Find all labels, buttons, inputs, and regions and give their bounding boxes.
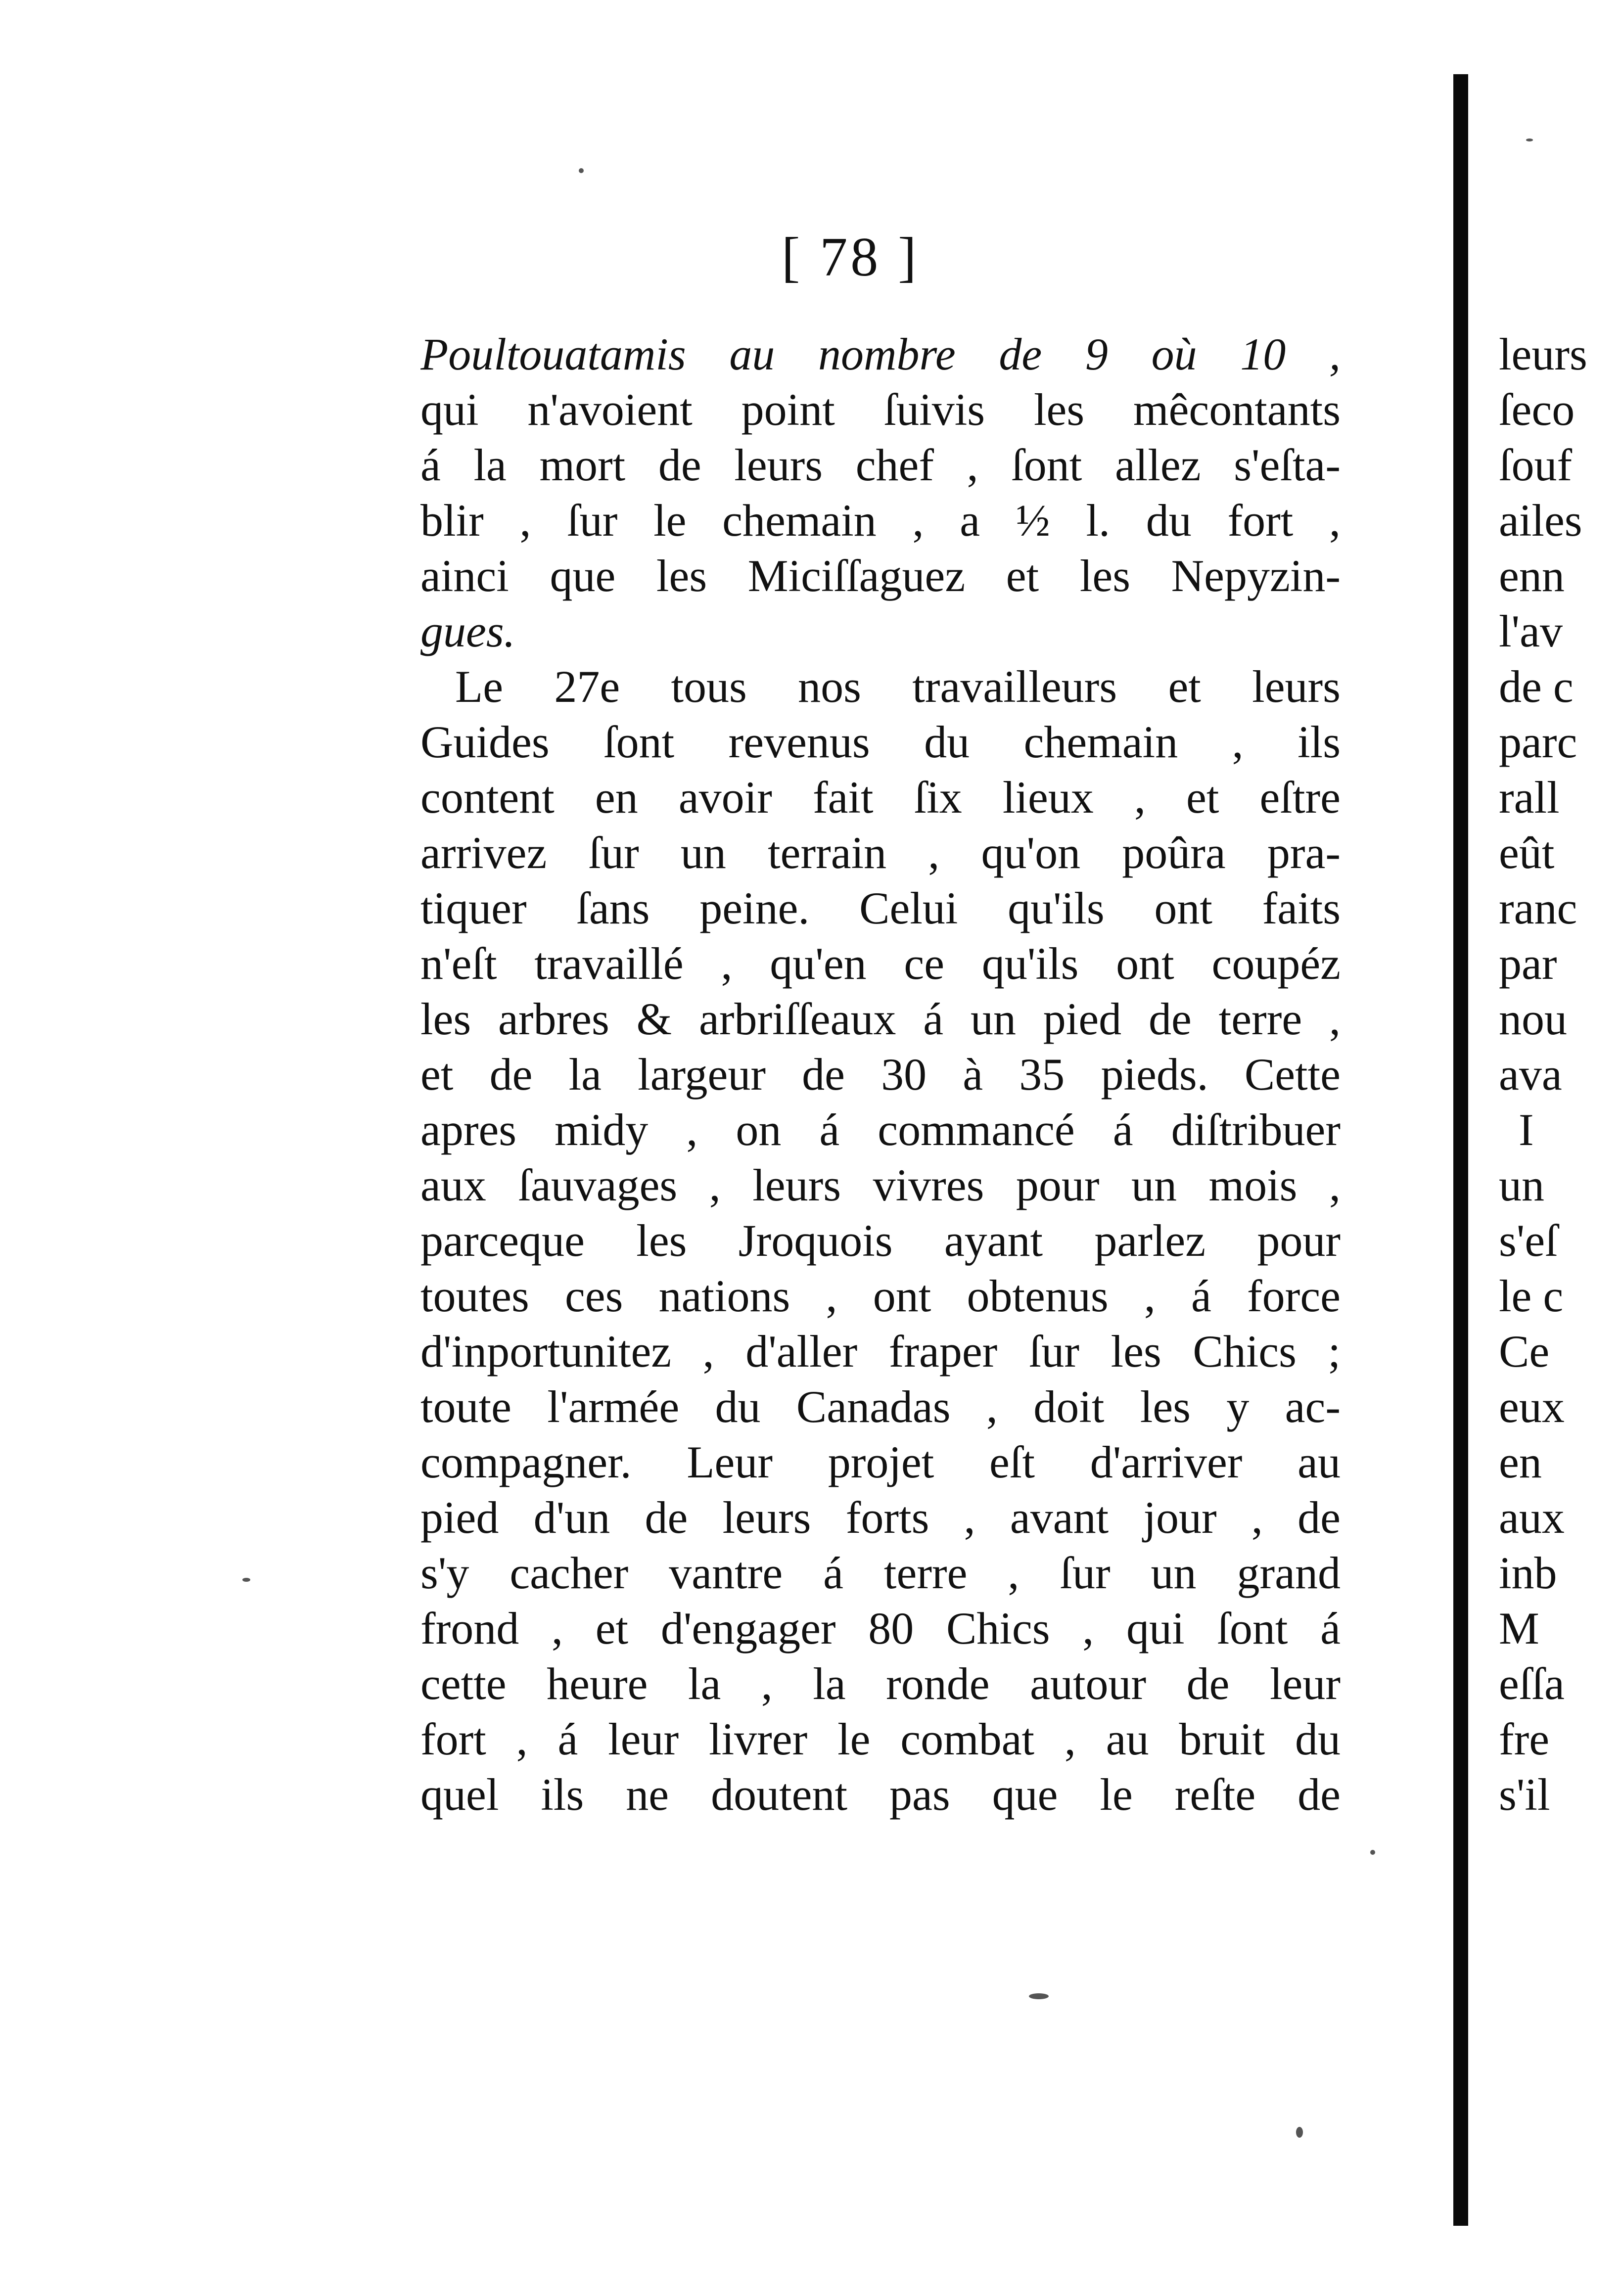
facing-text-line: par xyxy=(1499,938,1557,989)
facing-text-line: enn xyxy=(1499,551,1565,601)
facing-text-line: ava xyxy=(1499,1049,1562,1100)
text-line: blir , ſur le chemain , a ½ l. du fort , xyxy=(420,495,1341,546)
text-line: ainci que les Miciſſaguez et les Nepyzin- xyxy=(420,551,1341,601)
main-text-column xyxy=(420,326,1341,1822)
page-number: [ 78 ] xyxy=(782,227,920,288)
text-line: quel ils ne doutent pas que le reſte de xyxy=(420,1769,1341,1820)
facing-text-line: Ce xyxy=(1499,1326,1550,1377)
facing-text-line: eux xyxy=(1499,1381,1565,1432)
facing-text-line: ſeco xyxy=(1499,384,1575,435)
page-gutter-divider xyxy=(1453,74,1468,2226)
text-line: n'eſt travaillé , qu'en ce qu'ils ont coupéz xyxy=(420,938,1341,989)
text-line-content: Poultouatamis au nombre de 9 où 10 , xyxy=(420,329,1341,379)
text-line: arrivez ſur un terrain , qu'on poûra pra- xyxy=(420,827,1341,878)
facing-text-line: I xyxy=(1519,1104,1534,1155)
text-line: frond , et d'engager 80 Chics , qui ſont á xyxy=(420,1603,1341,1653)
facing-text-line: leurs xyxy=(1499,329,1587,379)
text-line: qui n'avoient point ſuivis les mêcontants xyxy=(420,384,1341,435)
ink-speck xyxy=(1370,1850,1375,1855)
facing-text-line: ſouf xyxy=(1499,440,1573,490)
facing-text-line: eſſa xyxy=(1499,1658,1565,1709)
facing-page-column xyxy=(1499,326,1622,1822)
text-line: compagner. Leur projet eſt d'arriver au xyxy=(420,1437,1341,1487)
facing-text-line: en xyxy=(1499,1437,1542,1487)
facing-text-line: aux xyxy=(1499,1492,1565,1543)
text-line: aux ſauvages , leurs vivres pour un mois , xyxy=(420,1160,1341,1210)
ink-speck xyxy=(242,1578,250,1582)
facing-text-line: s'il xyxy=(1499,1769,1550,1820)
ink-speck xyxy=(1296,2127,1303,2138)
text-line: tiquer ſans peine. Celui qu'ils ont faits xyxy=(420,883,1341,933)
text-line: s'y cacher vantre á terre , ſur un grand xyxy=(420,1548,1341,1598)
ink-speck xyxy=(579,168,584,173)
facing-text-line: fre xyxy=(1499,1714,1550,1764)
text-line: pied d'un de leurs forts , avant jour , de xyxy=(420,1492,1341,1543)
facing-text-line: le c xyxy=(1499,1271,1564,1321)
facing-text-line: ranc xyxy=(1499,883,1577,933)
facing-text-line: inb xyxy=(1499,1548,1557,1598)
text-line xyxy=(420,326,1341,382)
text-line: gues. xyxy=(420,606,515,656)
facing-text-line: parc xyxy=(1499,717,1577,767)
text-line: apres midy , on á commancé á diſtribuer xyxy=(420,1104,1341,1155)
text-line: les arbres & arbriſſeaux á un pied de terre , xyxy=(420,994,1341,1044)
paragraph-start-line: Le 27e tous nos travailleurs et leurs xyxy=(455,661,1341,712)
text-line: Guides ſont revenus du chemain , ils xyxy=(420,717,1341,767)
facing-text-line: M xyxy=(1499,1603,1539,1653)
text-line: toute l'armée du Canadas , doit les y ac- xyxy=(420,1381,1341,1432)
facing-text-line: un xyxy=(1499,1160,1544,1210)
text-line: parceque les Jroquois ayant parlez pour xyxy=(420,1215,1341,1266)
text-line: fort , á leur livrer le combat , au bruit du xyxy=(420,1714,1341,1764)
text-line: cette heure la , la ronde autour de leur xyxy=(420,1658,1341,1709)
text-line: et de la largeur de 30 à 35 pieds. Cette xyxy=(420,1049,1341,1100)
ink-speck xyxy=(1526,138,1533,141)
facing-text-line: s'eſ xyxy=(1499,1215,1558,1266)
facing-text-line: de c xyxy=(1499,661,1574,712)
text-line: d'inportunitez , d'aller fraper ſur les Chics ; xyxy=(420,1326,1341,1377)
facing-text-line: rall xyxy=(1499,772,1560,823)
facing-text-line: ailes xyxy=(1499,495,1582,546)
facing-text-line: l'av xyxy=(1499,606,1563,656)
facing-text-line: eût xyxy=(1499,827,1555,878)
ink-speck xyxy=(1029,1993,1049,1999)
text-line: á la mort de leurs chef , ſont allez s'eſta- xyxy=(420,440,1341,490)
text-line: toutes ces nations , ont obtenus , á force xyxy=(420,1271,1341,1321)
text-line: content en avoir fait ſix lieux , et eſtre xyxy=(420,772,1341,823)
facing-text-line: nou xyxy=(1499,994,1567,1044)
